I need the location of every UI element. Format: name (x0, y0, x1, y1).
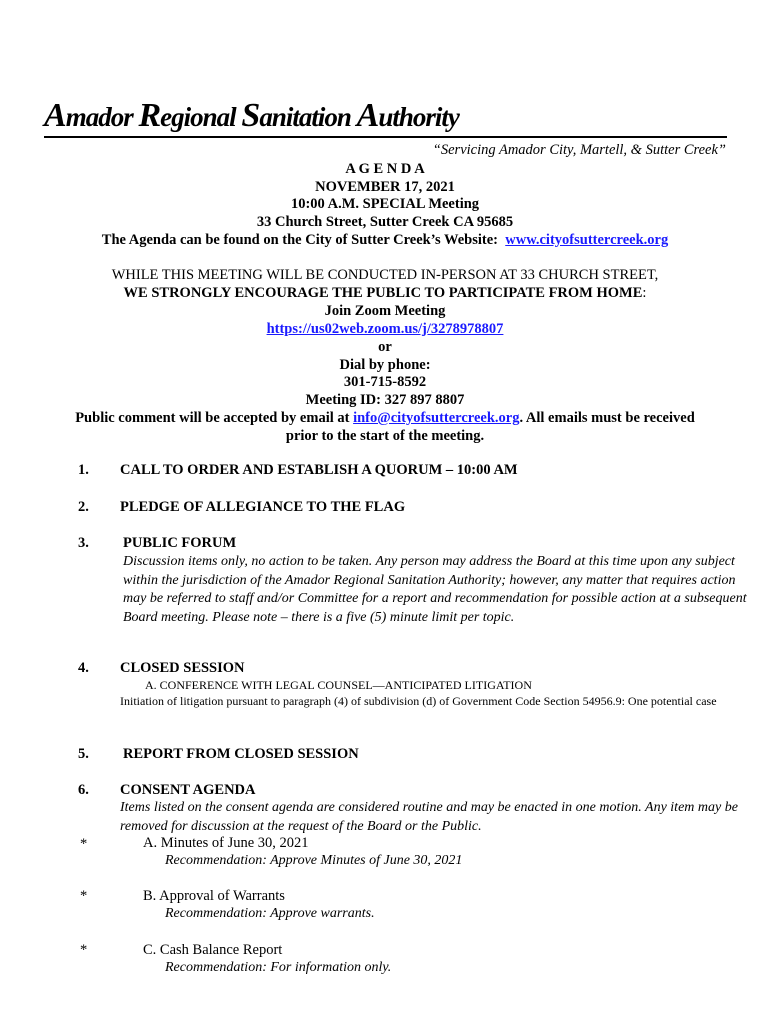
zoom-link-line (0, 320, 770, 338)
meeting-address: 33 Church Street, Sutter Creek CA 95685 (256, 214, 514, 230)
dial-label: Dial by phone: (339, 357, 431, 373)
email-link[interactable]: info@cityofsuttercreek.org (353, 410, 520, 426)
item-description: Items listed on the consent agenda are considered routine and may be enacted in one motion. Any item may be removed for discussion at the request of the Board or the Public. (120, 800, 738, 834)
agenda-label: A G E N D A (345, 161, 425, 177)
meeting-id: Meeting ID: 327 897 8807 (305, 392, 465, 408)
item-title: PUBLIC FORUM (123, 535, 237, 551)
item-title: REPORT FROM CLOSED SESSION (123, 746, 359, 762)
title-divider (44, 136, 727, 138)
item-title: CLOSED SESSION (120, 660, 245, 676)
item-number: 6. (78, 782, 89, 798)
consent-item-recommendation: Recommendation: For information only. (165, 960, 392, 975)
closed-session-description: Initiation of litigation pursuant to paragraph (4) of subdivision (d) of Government Code Section 54956.9: One potential case (120, 694, 717, 708)
meeting-time: 10:00 A.M. SPECIAL Meeting (290, 196, 480, 212)
item-number: 3. (78, 535, 89, 551)
notice-line-1: WHILE THIS MEETING WILL BE CONDUCTED IN-PERSON AT 33 CHURCH STREET, (111, 267, 659, 283)
consent-item-recommendation: Recommendation: Approve Minutes of June 30, 2021 (165, 853, 463, 868)
item-number: 2. (78, 499, 89, 515)
website-prefix: The Agenda can be found on the City of Sutter Creek’s Website: (101, 232, 498, 248)
consent-marker: * (80, 888, 88, 904)
phone-number: 301-715-8592 (343, 374, 427, 390)
meeting-date: NOVEMBER 17, 2021 (315, 179, 455, 195)
consent-item-label: B. Approval of Warrants (143, 888, 285, 904)
item-title: PLEDGE OF ALLEGIANCE TO THE FLAG (120, 499, 406, 515)
consent-marker: * (80, 942, 88, 958)
tagline: “Servicing Amador City, Martell, & Sutter Creek” (432, 142, 726, 158)
item-title: CONSENT AGENDA (120, 782, 256, 798)
item-number: 4. (78, 660, 89, 676)
consent-item-label: C. Cash Balance Report (143, 942, 283, 958)
website-line (0, 231, 770, 249)
public-comment-line: Public comment will be accepted by email at info@cityofsuttercreek.org. All emails must be received (75, 410, 695, 426)
zoom-join-label: Join Zoom Meeting (324, 303, 446, 319)
zoom-link[interactable]: https://us02web.zoom.us/j/3278978807 (266, 321, 504, 337)
notice-line-2: WE STRONGLY ENCOURAGE THE PUBLIC TO PARTICIPATE FROM HOME: (123, 285, 647, 301)
website-link[interactable]: www.cityofsuttercreek.org (505, 232, 669, 248)
consent-marker: * (80, 836, 88, 852)
consent-item-recommendation: Recommendation: Approve warrants. (165, 906, 375, 921)
item-number: 5. (78, 746, 89, 762)
item-number: 1. (78, 462, 89, 478)
or-label: or (378, 339, 392, 355)
closed-session-sub-item: A. CONFERENCE WITH LEGAL COUNSEL—ANTICIPATED LITIGATION (145, 678, 532, 692)
item-title: CALL TO ORDER AND ESTABLISH A QUORUM – 10:00 AM (120, 462, 518, 478)
consent-item-label: A. Minutes of June 30, 2021 (143, 835, 309, 851)
organization-title: Amador Regional Sanitation Authority (44, 97, 459, 134)
public-comment-line-2: prior to the start of the meeting. (285, 428, 485, 444)
item-description: Discussion items only, no action to be taken. Any person may address the Board at this time upon any subject within the jurisdiction of the Amador Regional Sanitation Authority; however, any matter that requires action may be referred to staff and/or Committee for a report and recommendation for possible action at a subsequent Board meeting. Please note – there is a five (5) minute limit per topic. (123, 554, 747, 625)
